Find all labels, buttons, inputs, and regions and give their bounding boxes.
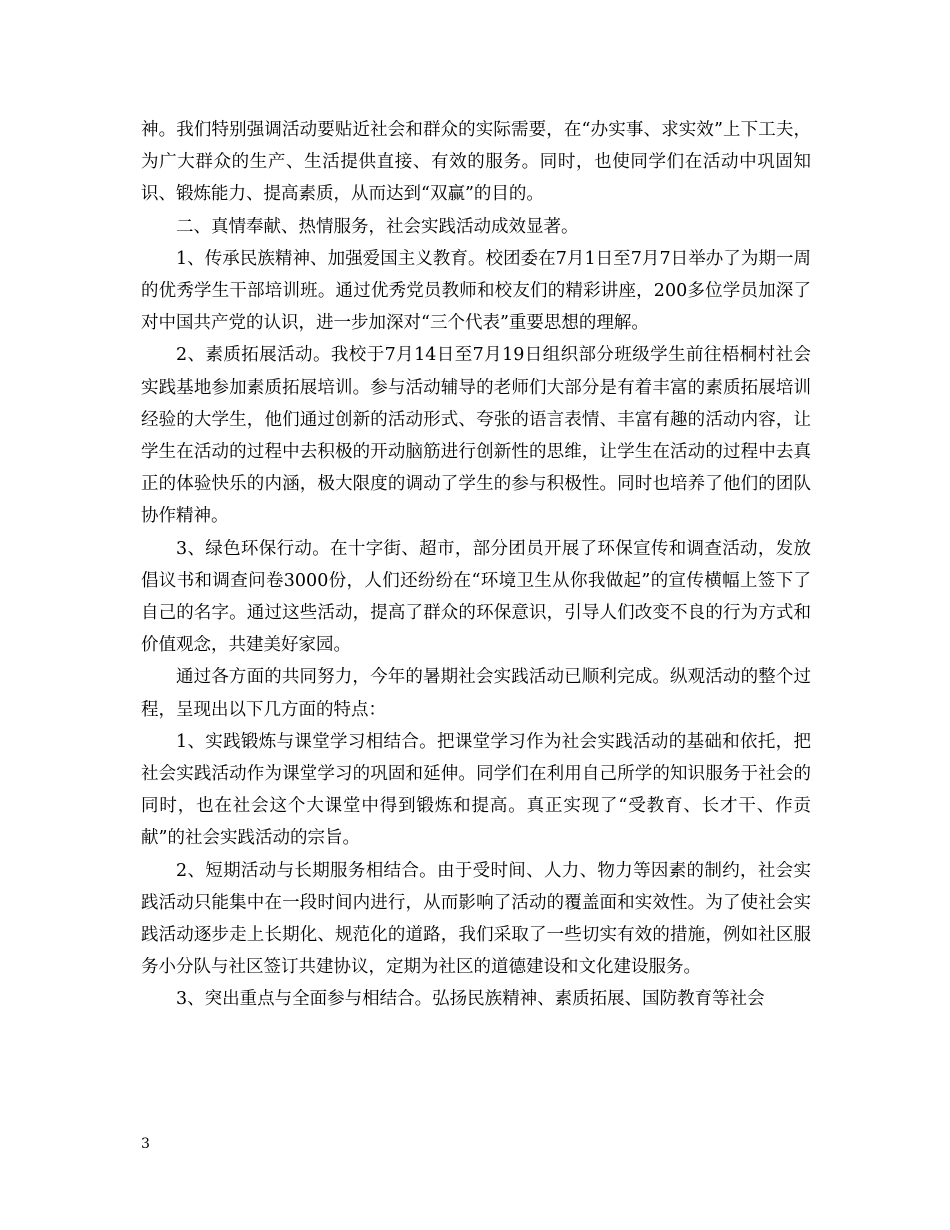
paragraph-2: 二、真情奉献、热情服务，社会实践活动成效显著。: [176, 216, 579, 237]
paragraph-9: 3、突出重点与全面参与相结合。弘扬民族精神、素质拓展、国防教育等社会: [176, 989, 765, 1010]
paragraph-4: 2、素质拓展活动。我校于7月14日至7月19日组织部分班级学生前往梧桐村社会实践基地参加素质拓展培训。参与活动辅导的老师们大部分是有着丰富的素质拓展培训经验的大学生，他们通过创新的活动形式、夸张的语言表情、丰富有趣的活动内容，让学生在活动的过程中去积极的开动脑筋进行创新性的思维，让学生在活动的过程中去真正的体验快乐的内涵，极大限度的调动了学生的参与积极性。同时也培养了他们的团队协作精神。: [141, 345, 811, 527]
paragraph-3: 1、传承民族精神、加强爱国主义教育。校团委在7月1日至7月7日举办了为期一周的优秀学生干部培训班。通过优秀党员教师和校友们的精彩讲座，200多位学员加深了对中国共产党的认识，进一步加深对“三个代表”重要思想的理解。: [141, 248, 811, 334]
paragraph-5: 3、绿色环保行动。在十字街、超市，部分团员开展了环保宣传和调查活动，发放倡议书和调查问卷3000份，人们还纷纷在“环境卫生从你我做起”的宣传横幅上签下了自己的名字。通过这些活动，提高了群众的环保意识，引导人们改变不良的行为方式和价值观念，共建美好家园。: [141, 538, 811, 656]
page-number: 3: [141, 1136, 150, 1152]
paragraph-8: 2、短期活动与长期服务相结合。由于受时间、人力、物力等因素的制约，社会实践活动只能集中在一段时间内进行，从而影响了活动的覆盖面和实效性。为了使社会实践活动逐步走上长期化、规范化的道路，我们采取了一些切实有效的措施，例如社区服务小分队与社区签订共建协议，定期为社区的道德建设和文化建设服务。: [141, 860, 811, 978]
paragraph-1: 神。我们特别强调活动要贴近社会和群众的实际需要，在“办实事、求实效”上下工夫，为广大群众的生产、生活提供直接、有效的服务。同时，也使同学们在活动中巩固知识、锻炼能力、提高素质，从而达到“双赢”的目的。: [141, 120, 811, 205]
paragraph-6: 通过各方面的共同努力，今年的暑期社会实践活动已顺利完成。纵观活动的整个过程，呈现出以下几方面的特点：: [141, 667, 811, 720]
document-body: [141, 114, 811, 1016]
paragraph-7: 1、实践锻炼与课堂学习相结合。把课堂学习作为社会实践活动的基础和依托，把社会实践活动作为课堂学习的巩固和延伸。同学们在利用自己所学的知识服务于社会的同时，也在社会这个大课堂中得到锻炼和提高。真正实现了“受教育、长才干、作贡献”的社会实践活动的宗旨。: [141, 731, 811, 849]
